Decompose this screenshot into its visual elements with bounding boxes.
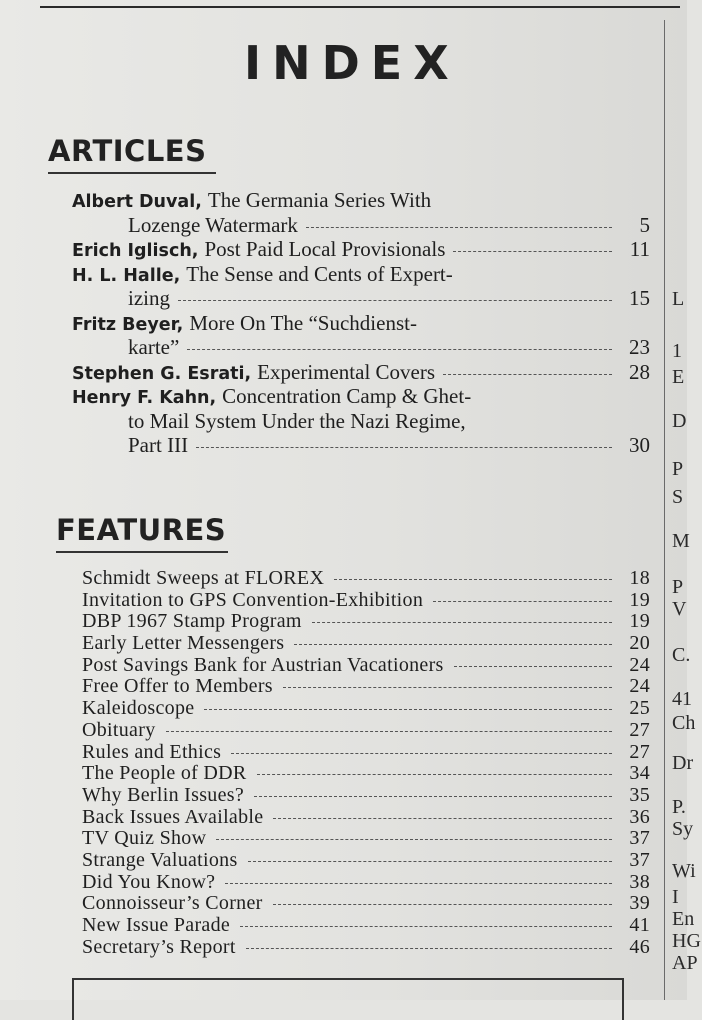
features-list [82, 568, 650, 958]
feature-page-number: 24 [629, 653, 650, 676]
article-author: Henry F. Kahn, [72, 388, 217, 408]
edge-fragment: P. [672, 796, 686, 818]
article-entry-line [72, 237, 650, 262]
article-title-continued: izing [128, 286, 170, 310]
article-author: Albert Duval, [72, 192, 202, 212]
articles-heading: ARTICLES [48, 134, 216, 168]
dot-leader [273, 904, 612, 905]
feature-title: DBP 1967 Stamp Program [82, 610, 302, 633]
feature-page-number: 38 [629, 870, 650, 893]
features-heading: FEATURES [56, 513, 227, 547]
article-entry-line [72, 384, 650, 409]
feature-title: Did You Know? [82, 870, 216, 893]
dot-leader [196, 447, 612, 448]
article-entry-line [72, 262, 650, 287]
feature-title: New Issue Parade [82, 914, 231, 936]
article-entry-continuation [72, 409, 650, 434]
feature-page-number: 41 [629, 914, 650, 936]
dot-leader [216, 839, 612, 840]
dot-leader [166, 731, 613, 732]
feature-title: Schmidt Sweeps at FLOREX [82, 567, 325, 589]
feature-title: Post Savings Bank for Austrian Vacationers [82, 653, 444, 676]
top-rule [40, 6, 680, 8]
feature-entry [82, 937, 650, 959]
feature-title: Invitation to GPS Convention-Exhibition [82, 588, 424, 611]
feature-entry [82, 633, 650, 655]
feature-page-number: 46 [629, 935, 650, 958]
edge-fragment: AP [672, 952, 698, 974]
edge-fragment: V [672, 598, 687, 620]
edge-fragment: HG [672, 930, 701, 952]
dot-leader [273, 818, 612, 819]
feature-entry [82, 872, 650, 894]
feature-page-number: 25 [629, 697, 650, 720]
edge-fragment: Wi [672, 860, 696, 882]
dot-leader [306, 227, 612, 228]
column-divider [664, 20, 665, 1000]
article-entry-continuation [72, 213, 650, 238]
feature-page-number: 37 [629, 827, 650, 850]
dot-leader [433, 601, 612, 602]
dot-leader [283, 687, 612, 688]
feature-entry [82, 850, 650, 872]
feature-page-number: 39 [629, 892, 650, 915]
dot-leader [312, 622, 612, 623]
feature-title: Kaleidoscope [82, 697, 195, 720]
article-entry-continuation [72, 335, 650, 360]
article-entry-line [72, 188, 650, 213]
edge-fragment: En [672, 908, 695, 930]
feature-entry [82, 763, 650, 785]
article-title: The Germania Series With [207, 188, 432, 212]
dot-leader [178, 300, 612, 301]
article-author: H. L. Halle, [72, 265, 181, 286]
feature-page-number: 20 [629, 632, 650, 655]
feature-page-number: 27 [629, 740, 650, 763]
edge-fragment: S [672, 486, 684, 508]
edge-fragment: C. [672, 644, 691, 666]
feature-page-number: 19 [629, 588, 650, 611]
edge-fragment: P [672, 458, 684, 480]
feature-entry [82, 785, 650, 807]
feature-page-number: 18 [629, 567, 650, 589]
edge-fragment: 1 [672, 340, 682, 362]
article-title: The Sense and Cents of Expert- [186, 261, 453, 286]
dot-leader [231, 753, 612, 754]
article-author: Erich Iglisch, [72, 241, 199, 261]
dot-leader [254, 796, 612, 797]
dot-leader [204, 709, 612, 710]
dot-leader [246, 948, 612, 949]
article-title: More On The “Suchdienst- [189, 310, 417, 335]
article-page-number: 15 [629, 286, 650, 310]
feature-entry [82, 611, 650, 633]
dot-leader [454, 666, 612, 667]
dot-leader [334, 579, 612, 580]
edge-fragment: M [672, 530, 690, 552]
article-page-number: 23 [629, 335, 650, 359]
feature-entry [82, 720, 650, 742]
feature-title: Connoisseur’s Corner [82, 892, 263, 915]
feature-entry [82, 568, 650, 590]
feature-page-number: 36 [629, 805, 650, 828]
edge-fragment: I [672, 886, 679, 908]
feature-entry [82, 828, 650, 850]
feature-page-number: 37 [629, 848, 650, 871]
feature-entry [82, 742, 650, 764]
feature-page-number: 27 [629, 718, 650, 741]
feature-entry [82, 807, 650, 829]
articles-list [72, 188, 650, 458]
article-entry-line [72, 311, 650, 336]
dot-leader [453, 251, 612, 252]
article-entry-line [72, 360, 650, 385]
article-author: Fritz Beyer, [72, 314, 184, 335]
article-author: Stephen G. Esrati, [72, 363, 252, 384]
feature-title: Early Letter Messengers [82, 632, 285, 655]
feature-title: Why Berlin Issues? [82, 783, 245, 806]
feature-entry [82, 590, 650, 612]
edge-fragment: E [672, 366, 685, 388]
dot-leader [294, 644, 612, 645]
index-title: INDEX [244, 36, 460, 90]
article-title: Post Paid Local Provisionals [204, 237, 446, 261]
edge-fragment: Dr [672, 752, 694, 774]
feature-title: Free Offer to Members [82, 675, 273, 698]
feature-entry [82, 698, 650, 720]
dot-leader [240, 926, 612, 927]
article-title: Concentration Camp & Ghet- [222, 384, 472, 408]
feature-title: Strange Valuations [82, 848, 238, 871]
edge-fragment: 41 [672, 688, 692, 710]
article-page-number: 5 [639, 212, 650, 237]
article-title-continued: karte” [128, 335, 180, 359]
edge-fragment: P [672, 576, 684, 598]
feature-title: Back Issues Available [82, 805, 264, 828]
article-title-continued: Lozenge Watermark [128, 212, 298, 237]
feature-page-number: 19 [629, 610, 650, 633]
article-title-continued: to Mail System Under the Nazi Regime, [128, 408, 466, 433]
feature-entry [82, 915, 650, 937]
feature-entry [82, 655, 650, 677]
feature-title: Obituary [82, 718, 156, 741]
edge-fragment: Sy [672, 818, 694, 840]
feature-title: Rules and Ethics [82, 740, 222, 763]
dot-leader [257, 774, 612, 775]
dot-leader [248, 861, 612, 862]
article-page-number: 30 [629, 433, 650, 457]
article-page-number: 11 [629, 237, 650, 261]
article-page-number: 28 [629, 359, 650, 384]
feature-entry [82, 893, 650, 915]
edge-fragment: L [672, 288, 685, 310]
dot-leader [443, 374, 612, 375]
next-column-edge [672, 0, 702, 1000]
feature-title: TV Quiz Show [82, 827, 207, 850]
edge-fragment: Ch [672, 712, 696, 734]
feature-page-number: 24 [629, 675, 650, 698]
feature-title: Secretary’s Report [82, 935, 236, 958]
bottom-box [72, 978, 624, 1020]
article-entry-continuation [72, 286, 650, 311]
feature-title: The People of DDR [82, 762, 247, 785]
dot-leader [225, 883, 612, 884]
article-entry-continuation [72, 433, 650, 458]
article-title: Experimental Covers [257, 359, 436, 384]
feature-page-number: 34 [629, 762, 650, 785]
dot-leader [187, 349, 612, 350]
article-title-continued: Part III [128, 433, 189, 457]
feature-entry [82, 676, 650, 698]
feature-page-number: 35 [629, 783, 650, 806]
edge-fragment: D [672, 410, 687, 432]
